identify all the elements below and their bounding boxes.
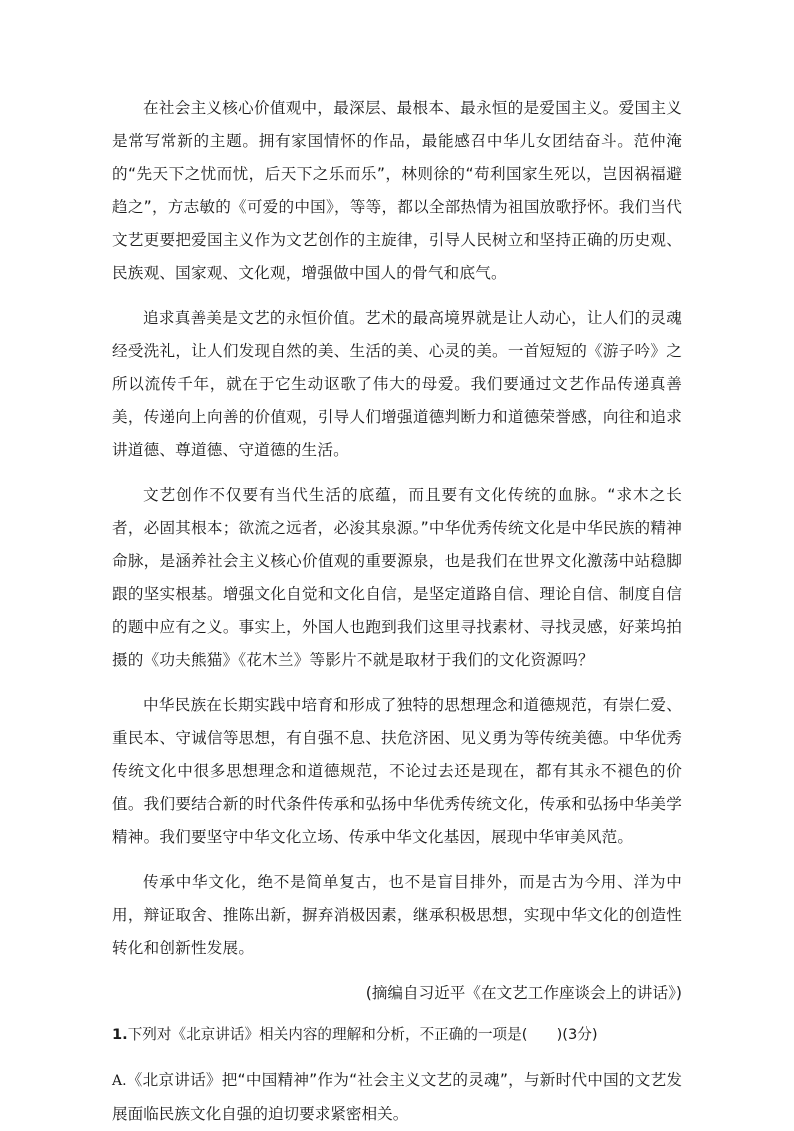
question-option-a [112,1064,682,1131]
option-letter: A. [112,1073,127,1089]
question-1 [112,1020,682,1050]
question-number: 1. [112,1026,128,1043]
option-text: 《北京讲话》把“中国精神”作为“社会主义文艺的灵魂”，与新时代中国的文艺发展面临民族文化自强的迫切要求紧密相关。 [112,1071,682,1123]
document-content [112,92,682,1131]
article-paragraph-4: 中华民族在长期实践中培育和形成了独特的思想理念和道德规范，有崇仁爱、重民本、守诚信等思想，有自强不息、扶危济困、见义勇为等传统美德。中华优秀传统文化中很多思想理念和道德规范，不论过去还是现在，都有其永不褪色的价值。我们要结合新的时代条件传承和弘扬中华优秀传统文化，传承和弘扬中华美学精神。我们要坚守中华文化立场、传承中华文化基因，展现中华审美风范。 [112,696,682,846]
question-stem: 下列对《北京讲话》相关内容的理解和分析，不正确的一项是( )(3分) [127,1026,598,1043]
article-source: (摘编自习近平《在文艺工作座谈会上的讲话》) [365,984,682,1002]
article-paragraph-3: 文艺创作不仅要有当代生活的底蕴，而且要有文化传统的血脉。“求木之长者，必固其根本；欲流之远者，必浚其泉源。”中华优秀传统文化是中华民族的精神命脉，是涵养社会主义核心价值观的重要源泉，也是我们在世界文化激荡中站稳脚跟的坚实根基。增强文化自觉和文化自信，是坚定道路自信、理论自信、制度自信的题中应有之义。事实上，外国人也跑到我们这里寻找素材、寻找灵感，好莱坞拍摄的《功夫熊猫》《花木兰》等影片不就是取材于我们的文化资源吗？ [112,486,682,669]
article-paragraph-1: 在社会主义核心价值观中，最深层、最根本、最永恒的是爱国主义。爱国主义是常写常新的主题。拥有家国情怀的作品，最能感召中华儿女团结奋斗。范仲淹的“先天下之忧而忧，后天下之乐而乐”，林则徐的“苟利国家生死以，岂因祸福避趋之”，方志敏的《可爱的中国》，等等，都以全部热情为祖国放歌抒怀。我们当代文艺更要把爱国主义作为文艺创作的主旋律，引导人民树立和坚持正确的历史观、民族观、国家观、文化观，增强做中国人的骨气和底气。 [112,99,682,282]
article-paragraph-5: 传承中华文化，绝不是简单复古，也不是盲目排外，而是古为今用、洋为中用，辩证取舍、推陈出新，摒弃消极因素，继承积极思想，实现中华文化的创造性转化和创新性发展。 [112,873,682,957]
article-paragraph-2: 追求真善美是文艺的永恒价值。艺术的最高境界就是让人动心，让人们的灵魂经受洗礼，让人们发现自然的美、生活的美、心灵的美。一首短短的《游子吟》之所以流传千年，就在于它生动讴歌了伟大的母爱。我们要通过文艺作品传递真善美，传递向上向善的价值观，引导人们增强道德判断力和道德荣誉感，向往和追求讲道德、尊道德、守道德的生活。 [112,309,682,459]
